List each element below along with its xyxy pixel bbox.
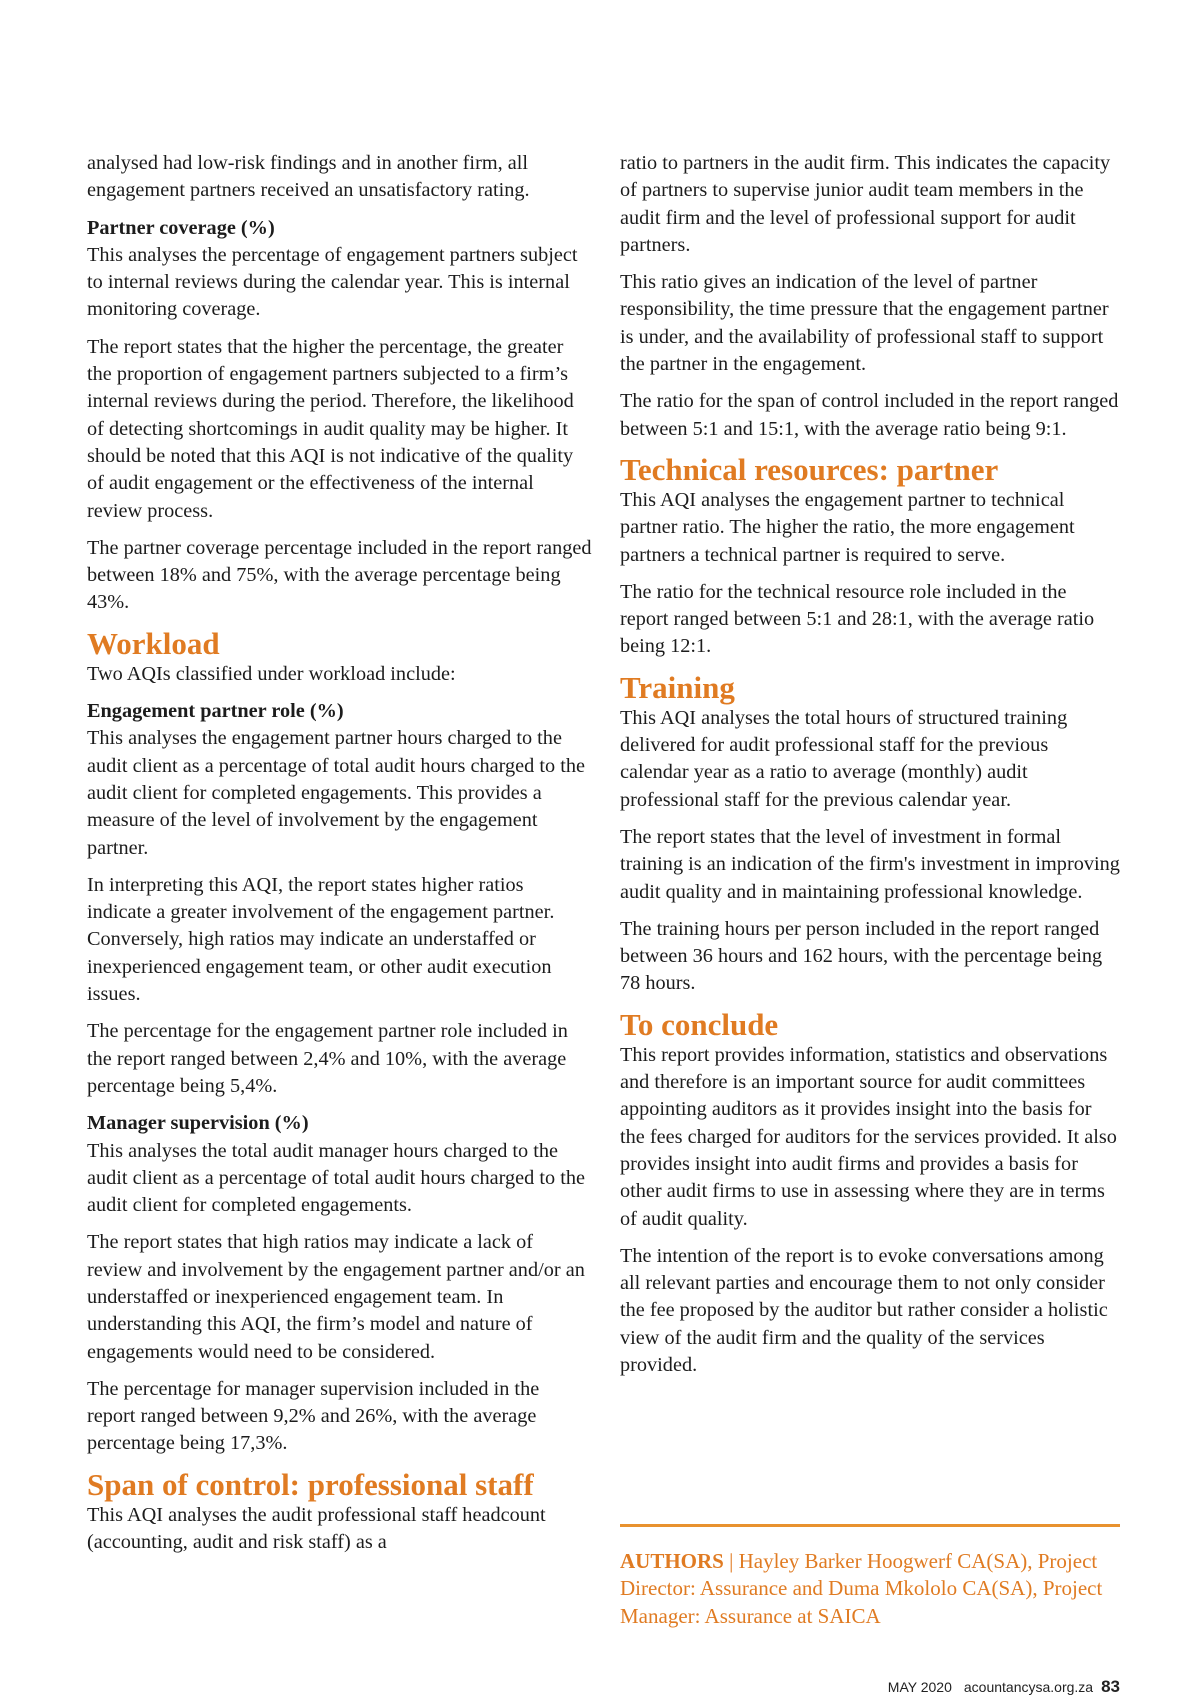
training-p3: The training hours per person included in the report ranged between 36 hours and 162 hours, with the percentage being 78 hours. <box>620 917 1103 995</box>
technical-resources-heading: Technical resources: partner <box>620 451 999 487</box>
engagement-partner-role-p1: This analyses the engagement partner hours charged to the audit client as a percentage of total audit hours charged to the audit client for completed engagements. This provides a measure of the level of involvement by the engagement partner. <box>87 727 586 859</box>
training-p2: The report states that the level of investment in formal training is an indication of the firm's investment in improving audit quality and in maintaining professional knowledge. <box>620 825 1120 903</box>
right-column <box>620 150 1120 1389</box>
footer-site: acountancysa.org.za <box>963 1679 1094 1695</box>
training-heading: Training <box>620 669 735 705</box>
to-conclude-p2: The intention of the report is to evoke conversations among all relevant parties and encourage them to not only consider the fee proposed by the auditor but rather consider a holistic view of the audit firm and the quality of the services provided. <box>620 1244 1108 1376</box>
authors-label: AUTHORS <box>620 1549 724 1573</box>
span-of-control-cont3: The ratio for the span of control included in the report ranged between 5:1 and 15:1, with the average ratio being 9:1. <box>620 390 1119 440</box>
authors-block <box>620 1548 1120 1630</box>
manager-supervision-p1: This analyses the total audit manager hours charged to the audit client as a percentage of total audit hours charged to the audit client for completed engagements. <box>87 1139 586 1217</box>
intro-paragraph: analysed had low-risk findings and in another firm, all engagement partners received an unsatisfactory rating. <box>87 152 530 202</box>
technical-resources-p1: This AQI analyses the engagement partner to technical partner ratio. The higher the ratio, the more engagement partners a technical partner is required to serve. <box>620 488 1075 566</box>
to-conclude-p1: This report provides information, statistics and observations and therefore is an important source for audit committees appointing auditors as it provides insight into the basis for the fees charged for auditors for the services provided. It also provides insight into audit firms and provides a basis for other audit firms to use in assessing where they are in terms of audit quality. <box>620 1043 1117 1230</box>
span-of-control-cont2: This ratio gives an indication of the level of partner responsibility, the time pressure that the engagement partner is under, and the availability of professional staff to support the partner in the engagement. <box>620 271 1109 376</box>
partner-coverage-p3: The partner coverage percentage included in the report ranged between 18% and 75%, with the average percentage being 43%. <box>87 536 592 614</box>
workload-heading: Workload <box>87 625 220 661</box>
span-of-control-p1: This AQI analyses the audit professional staff headcount (accounting, audit and risk staff) as a <box>87 1503 546 1554</box>
manager-supervision-heading: Manager supervision (%) <box>87 1112 309 1135</box>
authors-separator: | <box>723 1549 739 1573</box>
span-of-control-heading: Span of control: professional staff <box>87 1466 534 1502</box>
manager-supervision-p2: The report states that high ratios may indicate a lack of review and involvement by the engagement partner and/or an understaffed or inexperienced engagement team. In understanding this AQI, the firm’s model and nature of engagements would need to be considered. <box>87 1231 585 1363</box>
engagement-partner-role-p3: The percentage for the engagement partner role included in the report ranged between 2,4% and 10%, with the average percentage being 5,4%. <box>87 1020 568 1097</box>
footer-date: MAY 2020 <box>887 1679 952 1695</box>
to-conclude-heading: To conclude <box>620 1006 779 1042</box>
engagement-partner-role-p2: In interpreting this AQI, the report states higher ratios indicate a greater involvement of the engagement partner. Conversely, high ratios may indicate an understaffed or inexperienced engagement team, or other audit execution issues. <box>87 873 555 1006</box>
authors-text: Hayley Barker Hoogwerf CA(SA), Project Director: Assurance and Duma Mkololo CA(SA), Project Manager: Assurance at SAICA <box>620 1549 1103 1628</box>
left-column <box>87 150 592 1566</box>
span-of-control-cont1: ratio to partners in the audit firm. This indicates the capacity of partners to supervise junior audit team members in the audit firm and the level of professional support for audit partners. <box>620 152 1111 256</box>
manager-supervision-p3: The percentage for manager supervision included in the report ranged between 9,2% and 26%, with the average percentage being 17,3%. <box>87 1377 540 1455</box>
page-footer <box>888 1677 1120 1697</box>
technical-resources-p2: The ratio for the technical resource role included in the report ranged between 5:1 and 28:1, with the average ratio being 12:1. <box>620 580 1095 658</box>
training-p1: This AQI analyses the total hours of structured training delivered for audit professional staff for the previous calendar year as a ratio to average (monthly) audit professional staff for the previous calendar year. <box>620 706 1068 811</box>
workload-intro: Two AQIs classified under workload include: <box>87 662 456 685</box>
page-number: 83 <box>1101 1677 1120 1696</box>
engagement-partner-role-heading: Engagement partner role (%) <box>87 700 344 723</box>
partner-coverage-p1: This analyses the percentage of engagement partners subject to internal reviews during the calendar year. This is internal monitoring coverage. <box>87 243 578 321</box>
partner-coverage-p2: The report states that the higher the percentage, the greater the proportion of engagement partners subjected to a firm’s internal reviews during the period. Therefore, the likelihood of detecting shortcomings in audit quality may be higher. It should be noted that this AQI is not indicative of the quality of audit engagement or the effectiveness of the internal review process. <box>87 335 574 522</box>
partner-coverage-heading: Partner coverage (%) <box>87 216 275 239</box>
authors-divider <box>620 1524 1120 1527</box>
